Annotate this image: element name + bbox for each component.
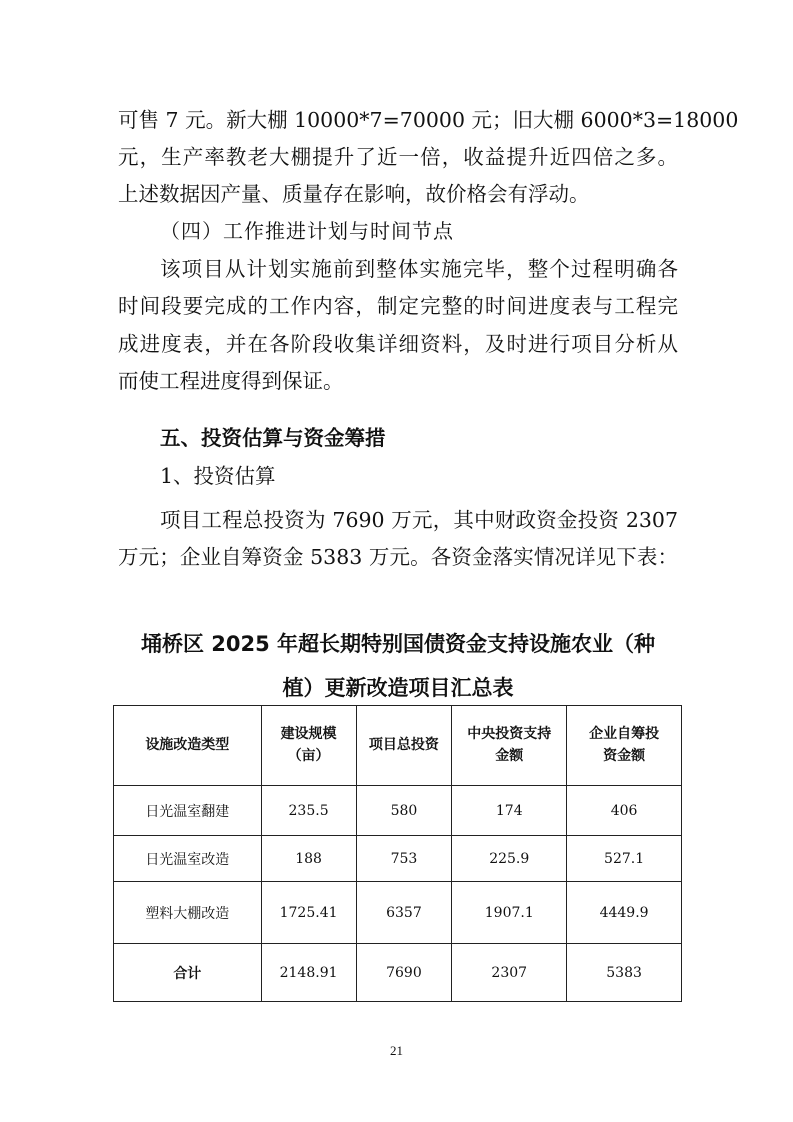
table-row <box>114 786 682 836</box>
header-scale: 建设规模 （亩） <box>261 706 356 786</box>
cell-self: 4449.9 <box>567 882 682 944</box>
cell-total-label: 合计 <box>114 944 262 1002</box>
cell-self: 527.1 <box>567 836 682 882</box>
header-type: 设施改造类型 <box>114 706 262 786</box>
paragraph-line: 该项目从计划实施前到整体实施完毕，整个过程明确各 <box>160 257 678 281</box>
header-central-investment: 中央投资支持 金额 <box>452 706 567 786</box>
section-heading-4: （四）工作推进计划与时间节点 <box>160 219 454 243</box>
header-self-raised: 企业自筹投 资金额 <box>567 706 682 786</box>
cell-central: 225.9 <box>452 836 567 882</box>
cell-scale: 2148.91 <box>261 944 356 1002</box>
cell-total: 753 <box>356 836 452 882</box>
cell-scale: 1725.41 <box>261 882 356 944</box>
cell-self: 406 <box>567 786 682 836</box>
table-row <box>114 882 682 944</box>
table-title-line1: 埇桥区 2025 年超长期特别国债资金支持设施农业（种 <box>140 632 656 656</box>
table-total-row <box>114 944 682 1002</box>
table-title-line2: 植）更新改造项目汇总表 <box>282 676 514 700</box>
cell-total: 580 <box>356 786 452 836</box>
cell-self: 5383 <box>567 944 682 1002</box>
paragraph-line: 元，生产率教老大棚提升了近一倍，收益提升近四倍之多。 <box>118 145 678 169</box>
paragraph-line: 项目工程总投资为 7690 万元，其中财政资金投资 2307 <box>160 508 678 532</box>
cell-central: 2307 <box>452 944 567 1002</box>
paragraph-line: 万元；企业自筹资金 5383 万元。各资金落实情况详见下表： <box>118 545 678 569</box>
paragraph-line: 而使工程进度得到保证。 <box>118 369 344 393</box>
cell-scale: 188 <box>261 836 356 882</box>
paragraph-line: 时间段要完成的工作内容，制定完整的时间进度表与工程完 <box>118 294 678 318</box>
table-row <box>114 836 682 882</box>
paragraph-line: 上述数据因产量、质量存在影响，故价格会有浮动。 <box>118 182 590 206</box>
paragraph-line: 成进度表，并在各阶段收集详细资料，及时进行项目分析从 <box>118 332 678 356</box>
header-total-investment: 项目总投资 <box>356 706 452 786</box>
cell-total: 6357 <box>356 882 452 944</box>
table-header-row <box>114 706 682 786</box>
cell-type: 塑料大棚改造 <box>114 882 262 944</box>
section-heading-5: 五、投资估算与资金筹措 <box>160 426 386 450</box>
investment-summary-table <box>113 705 682 1002</box>
sub-heading-investment-estimate: 1、投资估算 <box>160 464 276 488</box>
cell-type: 日光温室翻建 <box>114 786 262 836</box>
paragraph-line: 可售 7 元。新大棚 10000*7=70000 元；旧大棚 6000*3=18000 <box>118 108 739 132</box>
cell-scale: 235.5 <box>261 786 356 836</box>
cell-central: 174 <box>452 786 567 836</box>
cell-total: 7690 <box>356 944 452 1002</box>
page-number: 21 <box>390 1043 403 1058</box>
cell-type: 日光温室改造 <box>114 836 262 882</box>
cell-central: 1907.1 <box>452 882 567 944</box>
